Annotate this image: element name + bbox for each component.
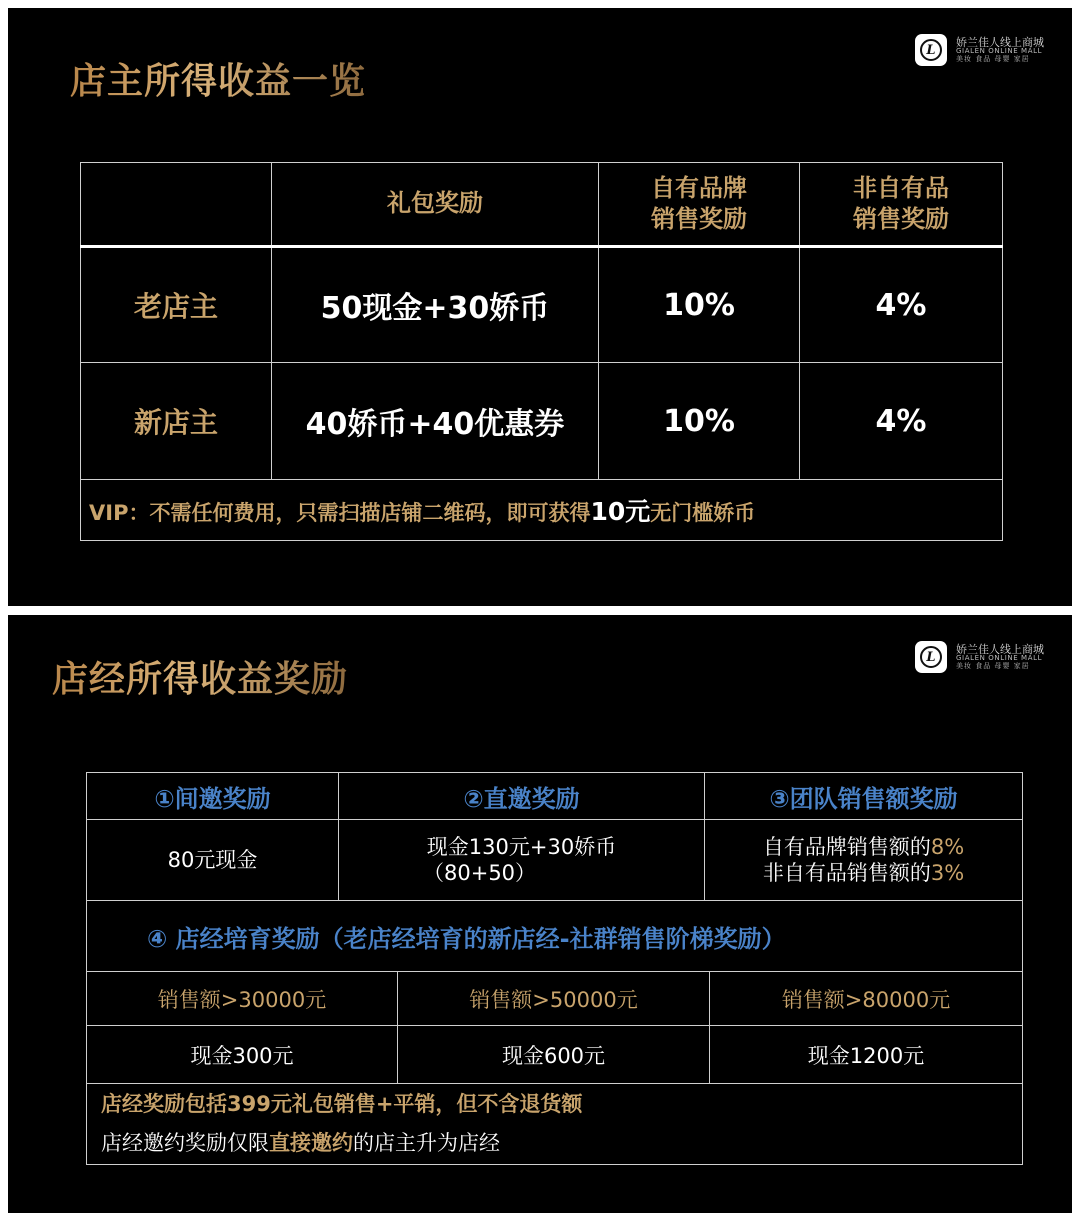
other-brand-value: 4% xyxy=(800,247,1003,363)
slide-shopowner-earnings xyxy=(8,8,1072,606)
brand-name: 娇兰佳人线上商城 xyxy=(956,642,1044,656)
tier-threshold: 销售额>50000元 xyxy=(398,972,710,1026)
vip-note: VIP：不需任何费用，只需扫描店铺二维码，即可获得10元无门槛娇币 xyxy=(81,480,1003,541)
header-other-brand: 非自有品 销售奖励 xyxy=(800,163,1003,247)
tier-threshold: 销售额>80000元 xyxy=(710,972,1023,1026)
own-brand-value: 10% xyxy=(599,247,800,363)
brand-logo-icon: L xyxy=(915,641,947,673)
section4-row xyxy=(87,901,1023,972)
manager-earnings-table xyxy=(86,772,1023,1165)
brand-name: 娇兰佳人线上商城 xyxy=(956,35,1044,49)
vip-amount: 10元 xyxy=(590,497,651,526)
slide-title: 店主所得收益一览 xyxy=(70,53,366,104)
brand-logo-icon: L xyxy=(915,34,947,66)
section4-heading: ④ 店经培育奖励（老店经培育的新店经-社群销售阶梯奖励） xyxy=(87,901,1023,972)
indirect-invite-value: 80元现金 xyxy=(87,820,339,901)
other-brand-value: 4% xyxy=(800,363,1003,480)
brand-categories: 美妆 食品 母婴 家居 xyxy=(956,54,1030,63)
tier-reward: 现金1200元 xyxy=(710,1026,1023,1084)
gift-value: 50现金+30娇币 xyxy=(272,247,599,363)
brand-categories: 美妆 食品 母婴 家居 xyxy=(956,661,1030,670)
brand-english: GIALEN ONLINE MALL xyxy=(956,654,1043,663)
note-1: 店经奖励包括399元礼包销售+平销，但不含退货额 xyxy=(101,1092,583,1117)
tier-threshold: 销售额>30000元 xyxy=(87,972,398,1026)
header-indirect-invite: ①间邀奖励 xyxy=(87,773,339,820)
slide-title: 店经所得收益奖励 xyxy=(52,651,348,702)
table-header-row xyxy=(81,163,1003,247)
tier-reward: 现金600元 xyxy=(398,1026,710,1084)
table-row xyxy=(81,363,1003,480)
header-direct-invite: ②直邀奖励 xyxy=(339,773,705,820)
tier-reward-row xyxy=(87,1026,1023,1084)
table-header-row xyxy=(87,773,1023,820)
notes xyxy=(87,1084,1023,1165)
brand-logo xyxy=(915,641,1044,673)
table-row xyxy=(87,820,1023,901)
table-row xyxy=(81,247,1003,363)
team-sales-value: 自有品牌销售额的8% 非自有品销售额的3% xyxy=(705,820,1023,901)
brand-english: GIALEN ONLINE MALL xyxy=(956,47,1043,56)
header-empty xyxy=(81,163,272,247)
notes-row xyxy=(87,1084,1023,1165)
gift-value: 40娇币+40优惠券 xyxy=(272,363,599,480)
tier-threshold-row xyxy=(87,972,1023,1026)
header-gift: 礼包奖励 xyxy=(272,163,599,247)
row-label: 老店主 xyxy=(81,247,272,363)
tier-reward: 现金300元 xyxy=(87,1026,398,1084)
shopowner-earnings-table xyxy=(80,162,1003,541)
vip-row xyxy=(81,480,1003,541)
slide-manager-earnings xyxy=(8,615,1072,1213)
note-2: 店经邀约奖励仅限直接邀约的店主升为店经 xyxy=(101,1131,500,1155)
header-team-sales: ③团队销售额奖励 xyxy=(705,773,1023,820)
direct-invite-value: 现金130元+30娇币 （80+50） xyxy=(339,820,705,901)
row-label: 新店主 xyxy=(81,363,272,480)
brand-logo xyxy=(915,34,1044,66)
own-brand-value: 10% xyxy=(599,363,800,480)
header-own-brand: 自有品牌 销售奖励 xyxy=(599,163,800,247)
